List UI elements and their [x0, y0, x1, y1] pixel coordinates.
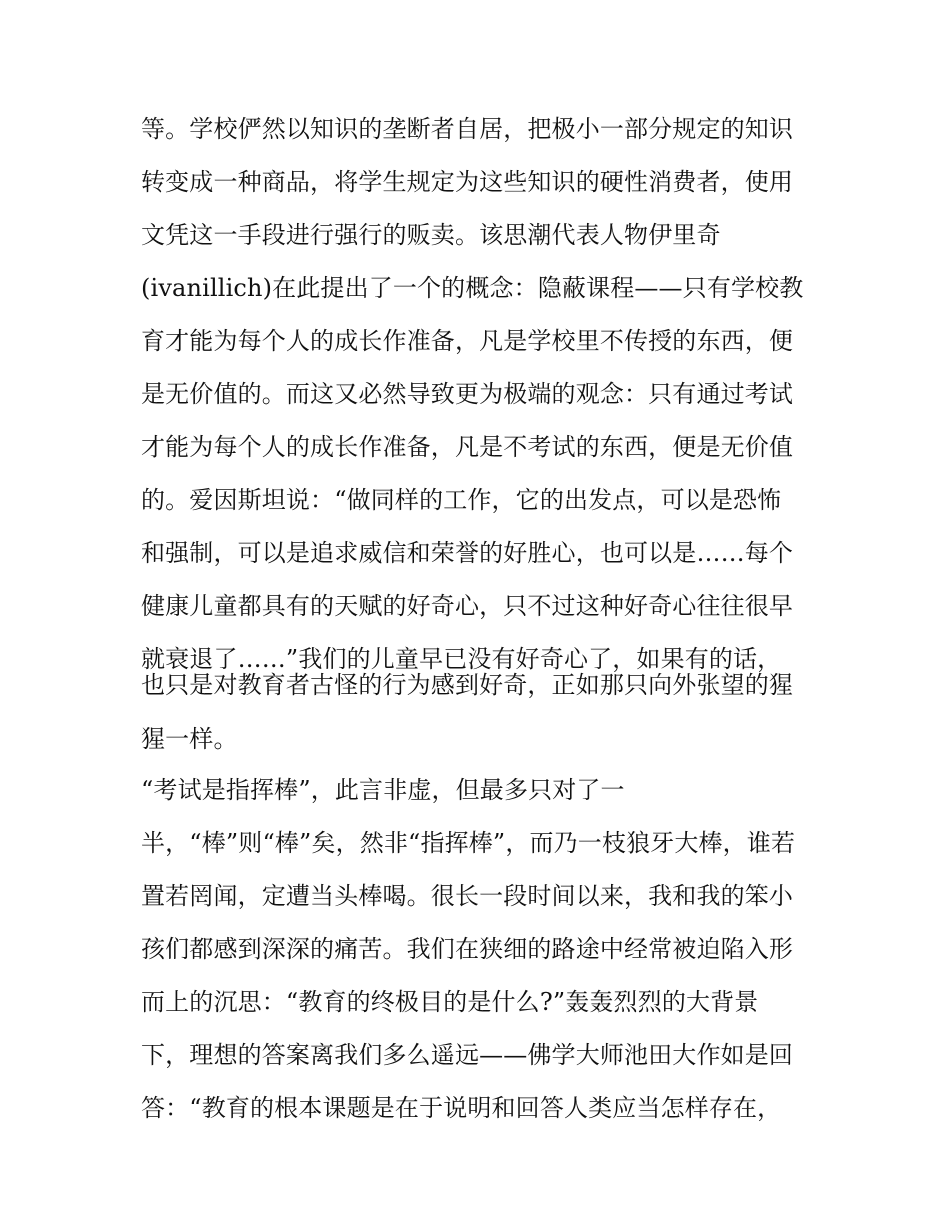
text-line: 半，“棒”则“棒”矣，然非“指挥棒”，而乃一枝狼牙大棒，谁若 [141, 829, 796, 857]
text-line: 的。爱因斯坦说：“做同样的工作，它的出发点，可以是恐怖 [141, 486, 782, 514]
text-line: 而上的沉思：“教育的终极目的是什么?”轰轰烈烈的大背景 [141, 988, 759, 1016]
text-line: 育才能为每个人的成长作准备，凡是学校里不传授的东西，便 [141, 327, 794, 355]
text-line: 孩们都感到深深的痛苦。我们在狭细的路途中经常被迫陷入形 [141, 935, 794, 963]
text-line: 健康儿童都具有的天赋的好奇心，只不过这种好奇心往往很早 [141, 592, 794, 620]
text-line: 猩一样。 [141, 725, 238, 753]
text-line: 答：“教育的根本课题是在于说明和回答人类应当怎样存在， [141, 1094, 782, 1122]
text-line: 也只是对教育者古怪的行为感到好奇，正如那只向外张望的猩 [141, 671, 794, 699]
text-line: 等。学校俨然以知识的垄断者自居，把极小一部分规定的知识 [141, 115, 794, 143]
text-line: 就衰退了……”我们的儿童早已没有好奇心了，如果有的话， [141, 645, 782, 673]
text-line: “考试是指挥棒”，此言非虚，但最多只对了一 [141, 776, 625, 804]
text-line: (ivanillich)在此提出了一个的概念：隐蔽课程——只有学校教 [141, 274, 804, 302]
text-line: 文凭这一手段进行强行的贩卖。该思潮代表人物伊里奇 [141, 221, 721, 249]
text-line: 和强制，可以是追求威信和荣誉的好胜心，也可以是……每个 [141, 539, 794, 567]
text-line: 才能为每个人的成长作准备，凡是不考试的东西，便是无价值 [141, 433, 794, 461]
text-line: 转变成一种商品，将学生规定为这些知识的硬性消费者，使用 [141, 168, 794, 196]
text-line: 下，理想的答案离我们多么遥远——佛学大师池田大作如是回 [141, 1041, 794, 1069]
text-line: 是无价值的。而这又必然导致更为极端的观念：只有通过考试 [141, 380, 794, 408]
text-line: 置若罔闻，定遭当头棒喝。很长一段时间以来，我和我的笨小 [141, 882, 794, 910]
